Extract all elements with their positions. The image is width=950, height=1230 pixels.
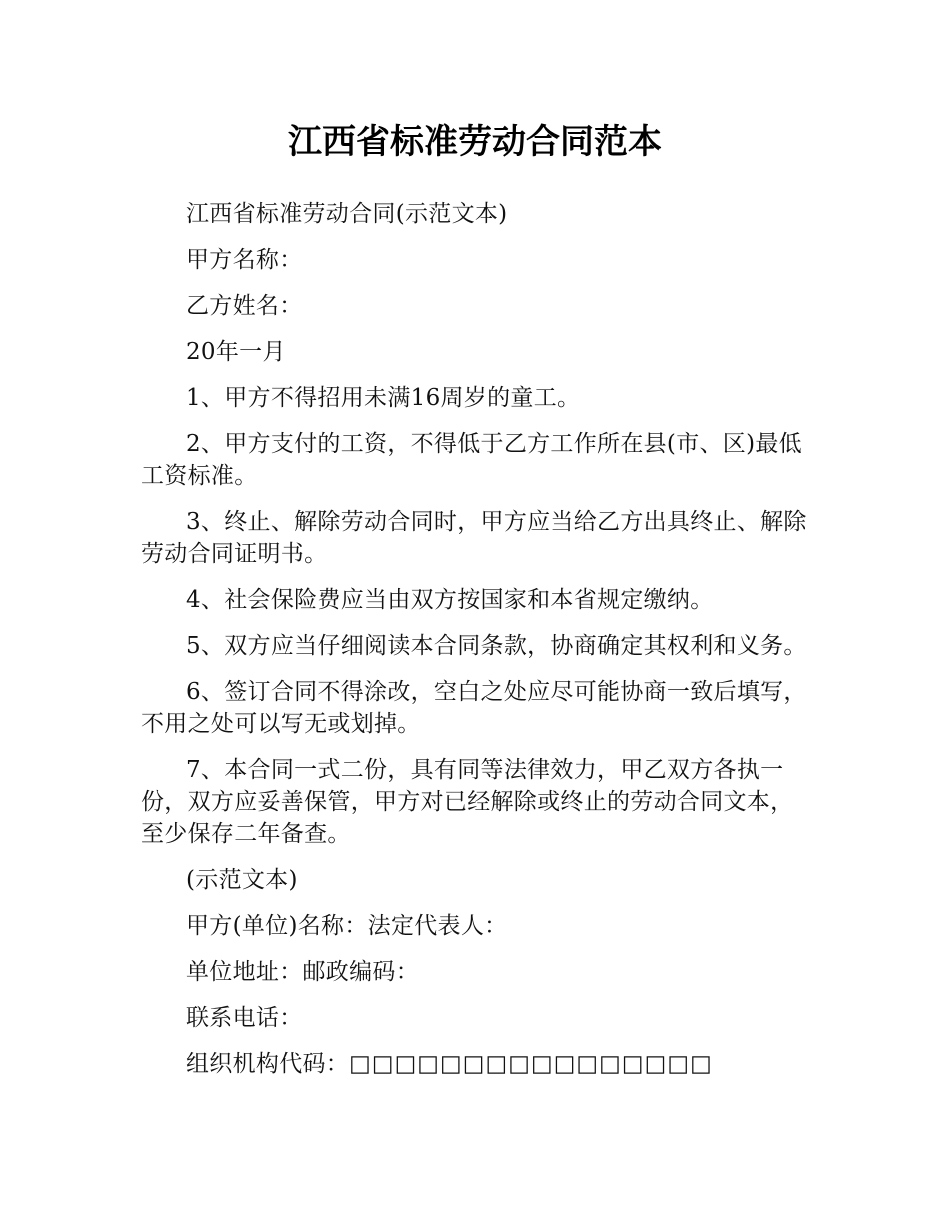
clause-2-paragraph: 2、甲方支付的工资，不得低于乙方工作所在县(市、区)最低工资标准。 (141, 431, 802, 489)
clause-3-paragraph: 3、终止、解除劳动合同时，甲方应当给乙方出具终止、解除劳动合同证明书。 (141, 509, 807, 567)
employer-name-paragraph: 甲方(单位)名称：法定代表人： (186, 913, 508, 939)
date-paragraph: 20年一月 (186, 339, 286, 365)
phone-paragraph: 联系电话： (186, 1005, 303, 1031)
document-title: 江西省标准劳动合同范本 (288, 122, 662, 162)
clause-1-paragraph: 1、甲方不得招用未满16周岁的童工。 (186, 385, 581, 411)
org-code-paragraph (141, 1048, 813, 1080)
party-a-name-paragraph: 甲方名称： (186, 247, 303, 273)
document-body (141, 198, 813, 1094)
clause-6-paragraph: 6、签订合同不得涂改，空白之处应尽可能协商一致后填写，不用之处可以写无或划掉。 (141, 679, 807, 737)
employer-address-paragraph: 单位地址：邮政编码： (186, 959, 419, 985)
clause-7-paragraph: 7、本合同一式二份，具有同等法律效力，甲乙双方各执一份，双方应妥善保管，甲方对已经解除或终止的劳动合同文本，至少保存二年备查。 (141, 757, 794, 847)
template-note-paragraph: (示范文本) (186, 867, 298, 893)
party-b-name-paragraph: 乙方姓名： (186, 293, 303, 319)
subtitle-paragraph: 江西省标准劳动合同(示范文本) (186, 201, 508, 227)
org-code-label: 组织机构代码： (186, 1051, 350, 1077)
clause-4-paragraph: 4、社会保险费应当由双方按国家和本省规定缴纳。 (186, 587, 714, 613)
clause-5-paragraph: 5、双方应当仔细阅读本合同条款，协商确定其权利和义务。 (186, 633, 807, 659)
org-code-boxes: □□□□□□□□□□□□□□□□ (349, 1051, 713, 1077)
